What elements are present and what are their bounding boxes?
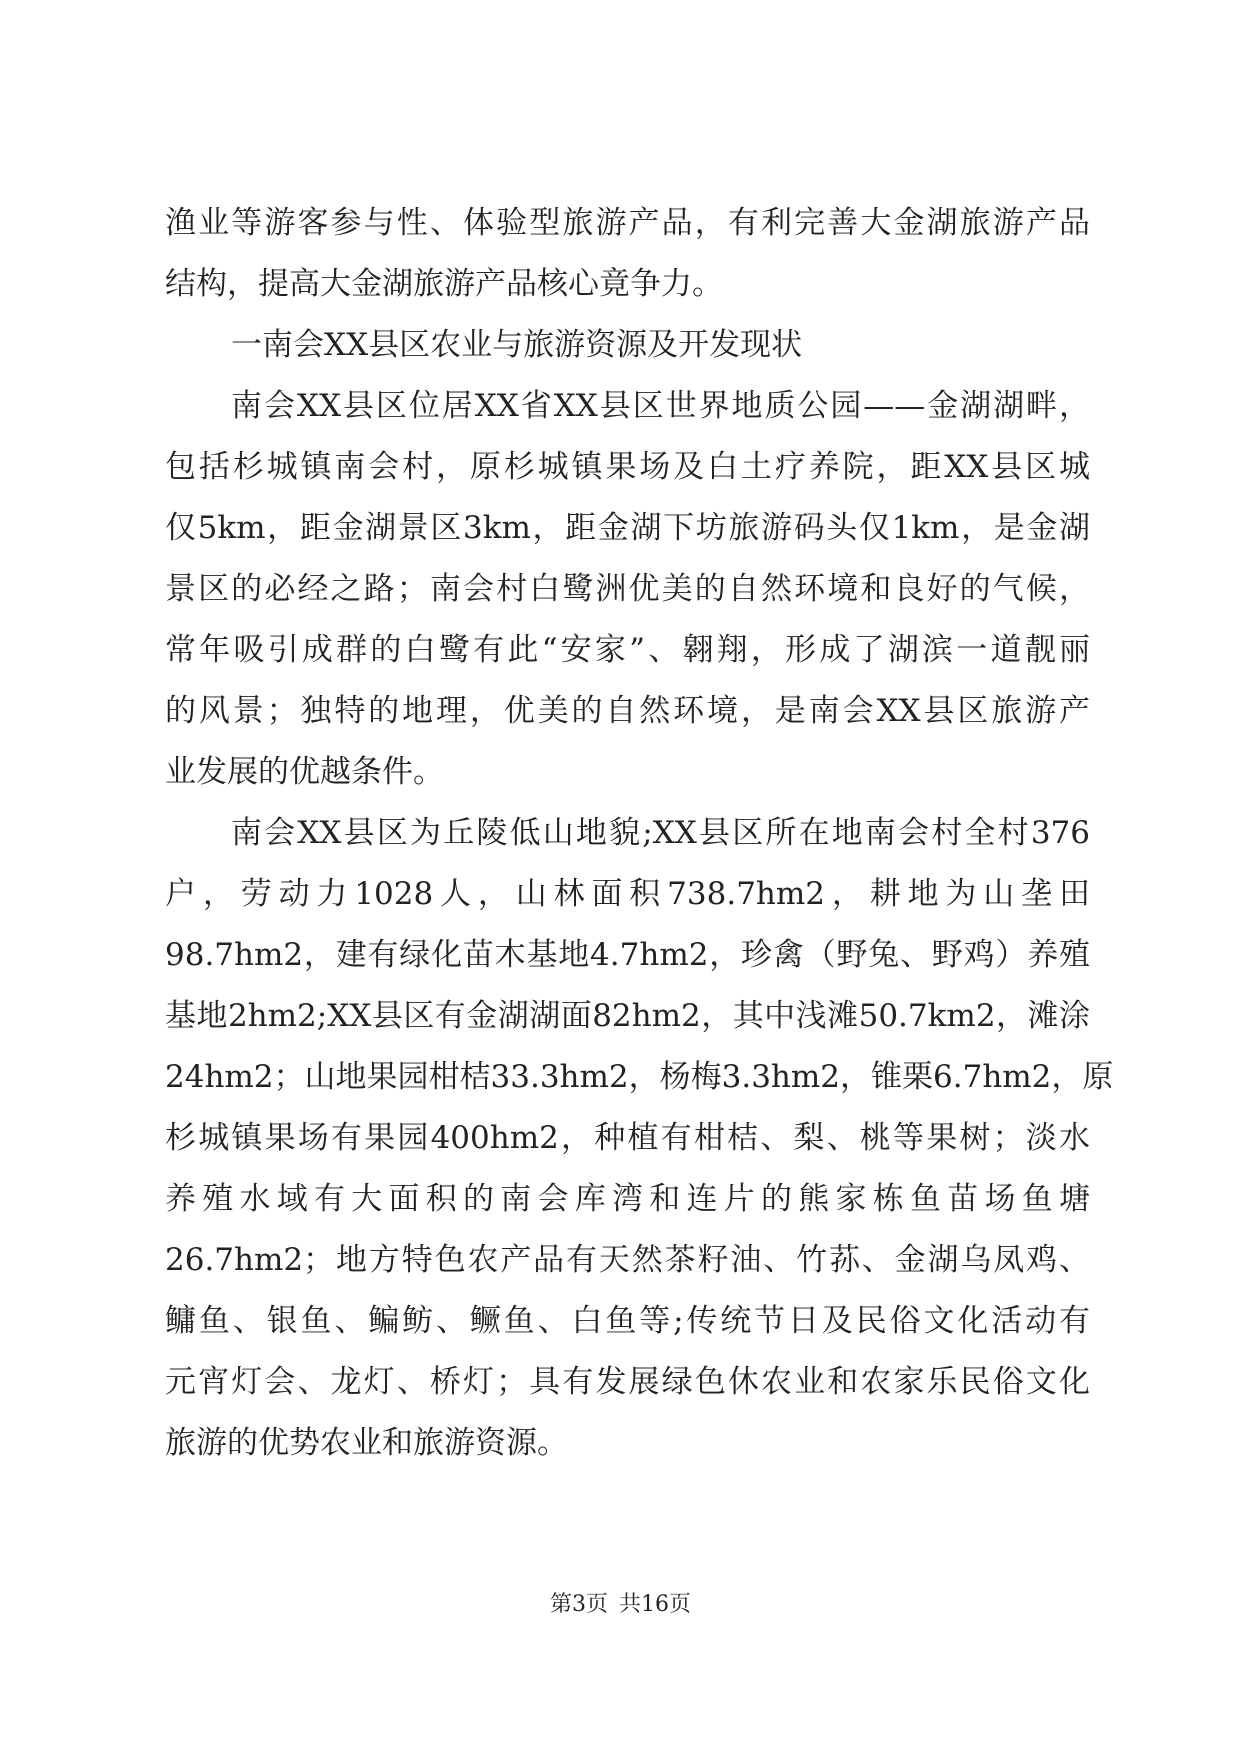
text-line: 元宵灯会、龙灯、桥灯；具有发展绿色休农业和农家乐民俗文化: [165, 1364, 1090, 1400]
text-line: 景区的必经之路；南会村白鹭洲优美的自然环境和良好的气候，: [165, 571, 1090, 607]
text-line: 渔业等游客参与性、体验型旅游产品，有利完善大金湖旅游产品: [165, 205, 1090, 241]
section-heading: 一南会XX县区农业与旅游资源及开发现状: [231, 327, 803, 363]
text-line: 业发展的优越条件。: [165, 754, 444, 790]
text-line: 基地2hm2;XX县区有金湖湖面82hm2，其中浅滩50.7km2，滩涂: [165, 998, 1090, 1034]
text-line: 养殖水域有大面积的南会库湾和连片的熊家栋鱼苗场鱼塘: [165, 1181, 1090, 1217]
text-line: 杉城镇果场有果园400hm2，种植有柑桔、梨、桃等果树；淡水: [165, 1120, 1090, 1156]
page-footer: [0, 1594, 1241, 1616]
text-line: 结构，提高大金湖旅游产品核心竟争力。: [165, 266, 723, 302]
text-line: 仅5km，距金湖景区3km，距金湖下坊旅游码头仅1km，是金湖: [165, 510, 1090, 546]
paragraph-first-line: 南会XX县区为丘陵低山地貌;XX县区所在地南会村全村376: [231, 815, 1090, 851]
text-line: 24hm2；山地果园柑桔33.3hm2，杨梅3.3hm2，锥栗6.7hm2，原: [165, 1059, 1114, 1095]
page-number: 第3页: [550, 1592, 608, 1617]
document-body: [165, 205, 1114, 1489]
text-line: 鳙鱼、银鱼、鳊鲂、鳜鱼、白鱼等;传统节日及民俗文化活动有: [165, 1303, 1090, 1339]
page-total: 共16页: [619, 1592, 691, 1617]
text-line: 的风景；独特的地理，优美的自然环境，是南会XX县区旅游产: [165, 693, 1090, 729]
text-line: 26.7hm2；地方特色农产品有天然茶籽油、竹荪、金湖乌凤鸡、: [165, 1242, 1090, 1278]
paragraph-first-line: 南会XX县区位居XX省XX县区世界地质公园——金湖湖畔，: [231, 388, 1090, 424]
text-line: 常年吸引成群的白鹭有此“安家”、翱翔，形成了湖滨一道靓丽: [165, 632, 1090, 668]
text-line: 旅游的优势农业和旅游资源。: [165, 1425, 568, 1461]
text-line: 包括杉城镇南会村，原杉城镇果场及白土疗养院，距XX县区城: [165, 449, 1090, 485]
text-line: 98.7hm2，建有绿化苗木基地4.7hm2，珍禽（野兔、野鸡）养殖: [165, 937, 1090, 973]
text-line: 户，劳动力1028人，山林面积738.7hm2，耕地为山垄田: [165, 876, 1090, 912]
